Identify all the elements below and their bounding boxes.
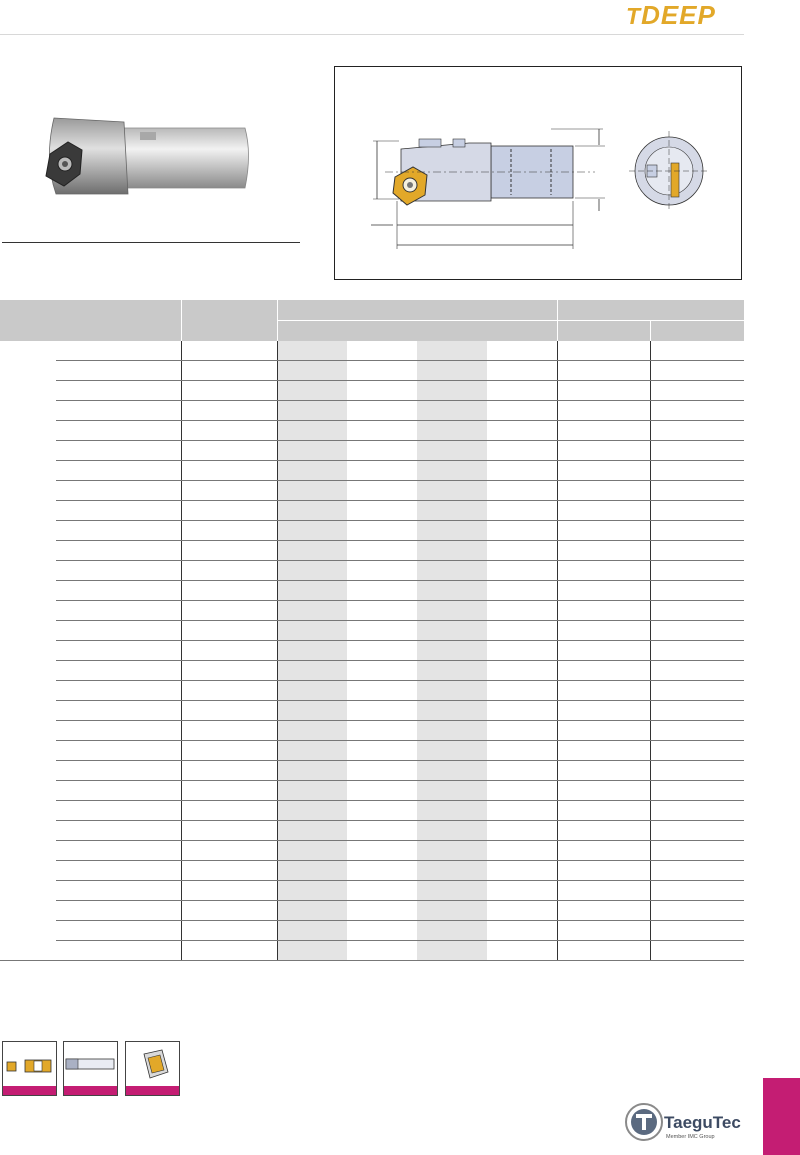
- tdeep-logo: [626, 0, 744, 30]
- tool-photo: [40, 110, 260, 200]
- logo-prefix: T: [626, 3, 642, 29]
- insert-icon[interactable]: [2, 1041, 57, 1096]
- table-row: [0, 641, 744, 661]
- table-row: [0, 821, 744, 841]
- table-row: [0, 721, 744, 741]
- table-row: [0, 501, 744, 521]
- table-row: [0, 421, 744, 441]
- header-parts: [557, 300, 744, 321]
- logo-rest: DEEP: [641, 0, 716, 30]
- subheader-dimensions: [277, 321, 557, 342]
- table-row: [0, 621, 744, 641]
- table-row: [0, 401, 744, 421]
- table-row: [0, 481, 744, 501]
- table-row: [0, 781, 744, 801]
- table-row: [0, 361, 744, 381]
- header-dimensions: [277, 300, 557, 321]
- holder-icon[interactable]: [63, 1041, 118, 1096]
- insert-icon-bar: [3, 1086, 56, 1095]
- photo-underline: [2, 242, 300, 243]
- table-row: [0, 861, 744, 881]
- table-row: [0, 661, 744, 681]
- table-row: [0, 441, 744, 461]
- brand-name: TaeguTec: [664, 1113, 741, 1132]
- header-designation: [0, 300, 181, 341]
- holder-icon-bar: [64, 1086, 117, 1095]
- table-row: [0, 801, 744, 821]
- specification-table: [0, 300, 744, 961]
- section-tab: [763, 1078, 800, 1155]
- table-row: [0, 841, 744, 861]
- brand-tagline: Member IMC Group: [666, 1134, 715, 1140]
- table-row: [0, 701, 744, 721]
- subheader-part-b: [650, 321, 744, 342]
- spare-parts-icon[interactable]: [125, 1041, 180, 1096]
- table-row: [0, 681, 744, 701]
- table-row: [0, 341, 744, 361]
- table-row: [0, 601, 744, 621]
- subheader-part-a: [557, 321, 650, 342]
- table-row: [0, 761, 744, 781]
- table-row: [0, 881, 744, 901]
- table-row: [0, 461, 744, 481]
- technical-drawing: [334, 66, 742, 280]
- table-row: [0, 381, 744, 401]
- table-row: [0, 941, 744, 961]
- table-row: [0, 521, 744, 541]
- table-row: [0, 581, 744, 601]
- header-stock: [181, 300, 277, 341]
- spare-parts-icon-bar: [126, 1086, 179, 1095]
- table-row: [0, 561, 744, 581]
- taegutec-logo: [624, 1100, 746, 1144]
- table-row: [0, 741, 744, 761]
- header-divider: [0, 34, 744, 35]
- table-row: [0, 541, 744, 561]
- table-row: [0, 921, 744, 941]
- table-row: [0, 901, 744, 921]
- table-header-row: [0, 300, 744, 321]
